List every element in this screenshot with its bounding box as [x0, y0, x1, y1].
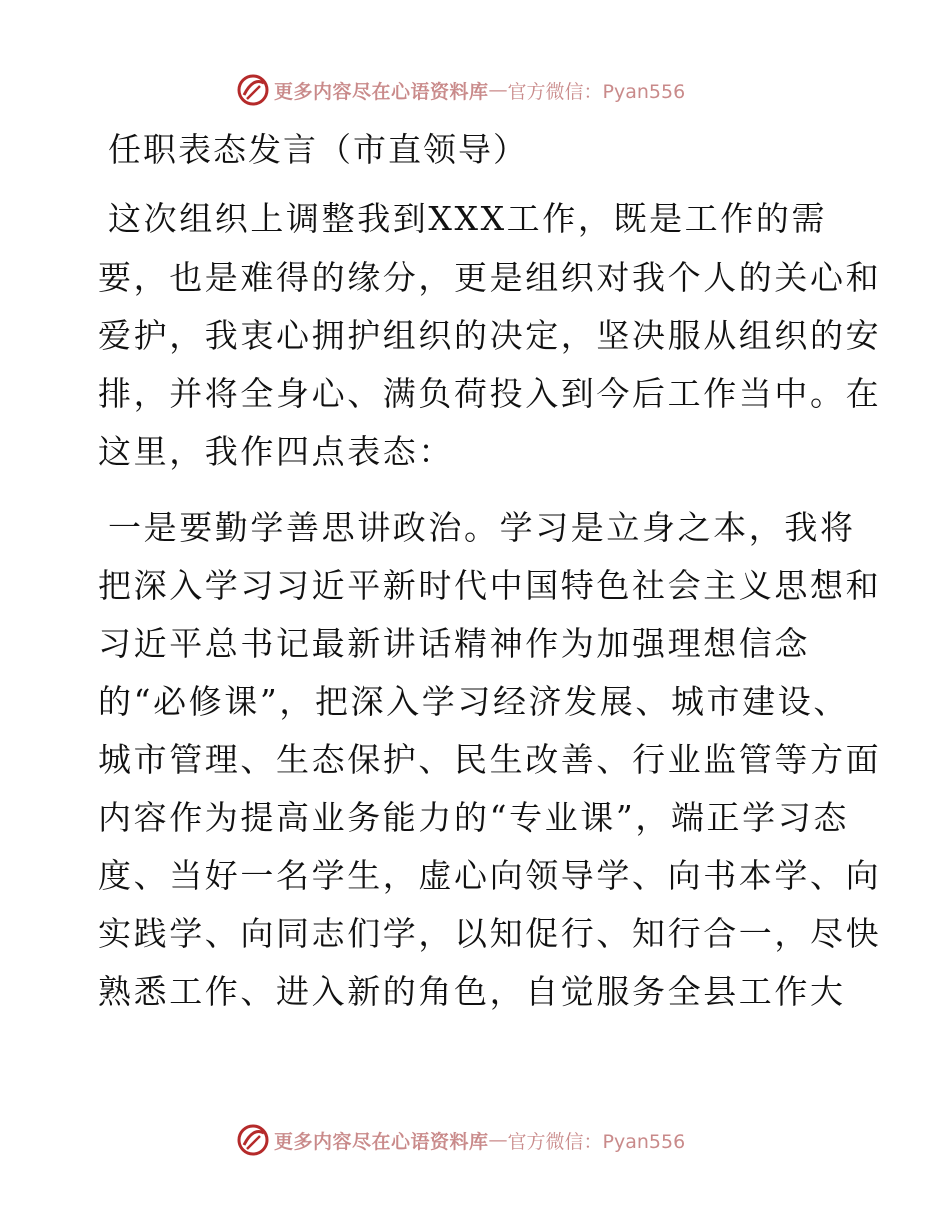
document-title: 任职表态发言（市直领导）	[108, 130, 528, 169]
text-line: 一是要勤学善思讲政治。学习是立身之本，我将	[108, 508, 856, 547]
watermark-contact: 官方微信：Pyan556	[507, 1130, 686, 1153]
text-line: 这次组织上调整我到XXX工作，既是工作的需	[108, 199, 828, 238]
watermark-text: 更多内容尽在心语资料库	[274, 80, 489, 103]
watermark-header	[236, 72, 685, 108]
watermark-contact: 官方微信：Pyan556	[507, 80, 686, 103]
watermark-separator: —	[488, 1129, 508, 1151]
brand-logo-icon	[236, 1123, 270, 1157]
text-line: 把深入学习习近平新时代中国特色社会主义思想和	[98, 566, 882, 605]
watermark-footer	[236, 1122, 685, 1158]
text-line: 城市管理、生态保护、民生改善、行业监管等方面	[98, 740, 882, 779]
text-line: 排，并将全身心、满负荷投入到今后工作当中。在	[98, 374, 882, 413]
text-line: 习近平总书记最新讲话精神作为加强理想信念	[98, 624, 810, 663]
text-line: 要，也是难得的缘分，更是组织对我个人的关心和	[98, 258, 882, 297]
text-line: 熟悉工作、进入新的角色，自觉服务全县工作大	[98, 972, 846, 1011]
text-line: 内容作为提高业务能力的“专业课”，端正学习态	[98, 798, 849, 837]
text-line: 这里，我作四点表态：	[98, 432, 454, 471]
text-line: 实践学、向同志们学，以知促行、知行合一，尽快	[98, 914, 882, 953]
watermark-text: 更多内容尽在心语资料库	[274, 1130, 489, 1153]
watermark-separator: —	[488, 79, 508, 101]
brand-logo-icon	[236, 73, 270, 107]
text-line: 度、当好一名学生，虚心向领导学、向书本学、向	[98, 856, 882, 895]
text-line: 爱护，我衷心拥护组织的决定，坚决服从组织的安	[98, 316, 882, 355]
text-line: 的“必修课”，把深入学习经济发展、城市建设、	[98, 682, 849, 721]
